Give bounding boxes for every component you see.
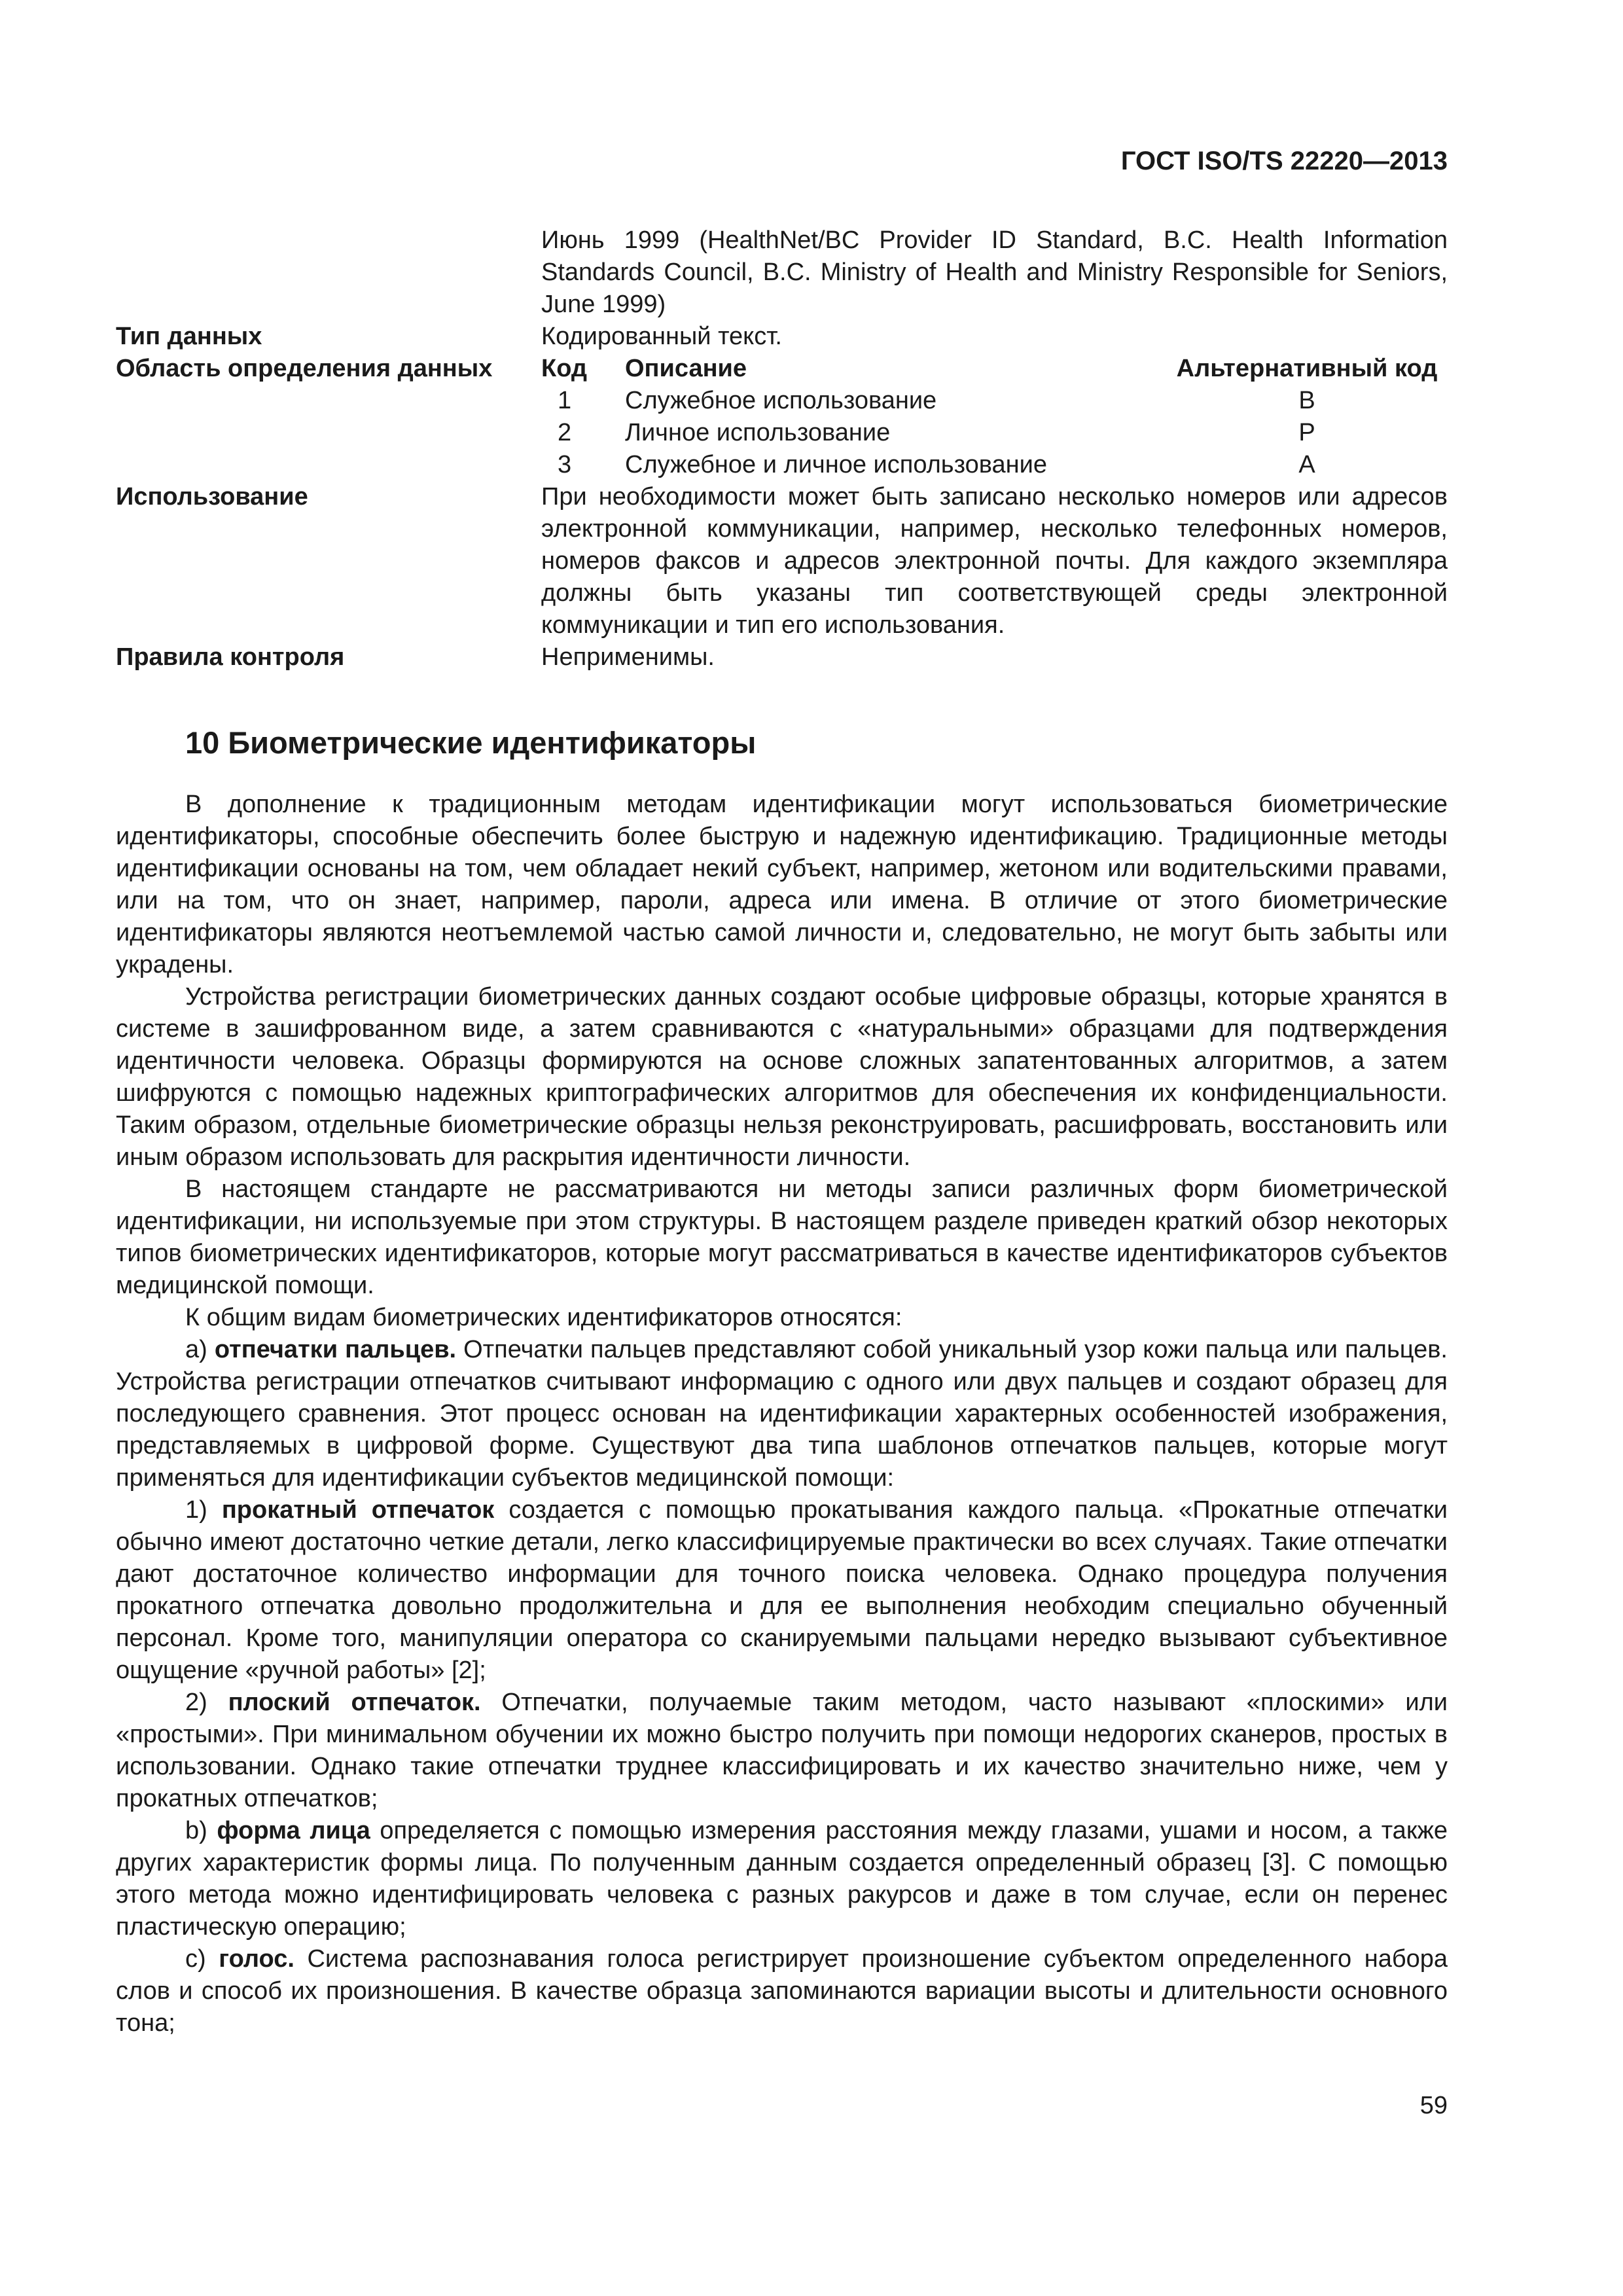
column-header: Описание <box>625 355 747 382</box>
definition-source-row <box>116 224 1448 321</box>
definition-data-type-row <box>116 321 1448 353</box>
definition-usage-row <box>116 481 1448 641</box>
list-item-2: 2) плоский отпечаток. Отпечатки, получаемые таким методом, часто называют «плоскими» или «простыми». При минимальном обучении их можно быстро получить при помощи недорогих сканеров, простых в использовании. Однако такие отпечатки труднее классифицировать и их качество значительно ниже, чем у прокатных отпечатков; <box>116 1689 1448 1812</box>
term-emphasis: прокатный отпечаток <box>221 1496 495 1524</box>
table-row: 1 Служебное использование B <box>558 387 1315 414</box>
table-row: 3 Служебное и личное использование A <box>558 451 1315 478</box>
term-value: При необходимости может быть записано несколько номеров или адресов электронной коммуникации, например, несколько телефонных номеров, номеров факсов и адресов электронной почты. Для каждого экземпляра должны быть указаны тип соответствующей среды электронной коммуникации и тип его использования. <box>541 483 1448 639</box>
definition-rules-row <box>116 641 1448 673</box>
column-header: Код <box>541 355 588 382</box>
term-label: Тип данных <box>116 323 262 350</box>
code-table <box>541 353 1448 481</box>
document-header: ГОСТ ISO/TS 22220—2013 <box>1120 147 1448 175</box>
section-heading: 10 Биометрические идентификаторы <box>185 725 757 760</box>
paragraph: Устройства регистрации биометрических данных создают особые цифровые образцы, которые хранятся в системе в зашифрованном виде, а затем сравниваются с «натуральными» образцами для подтверждения идентичности человека. Образцы формируются на основе сложных запатентованных алгоритмов, а затем шифруются с помощью надежных криптографических алгоритмов для обеспечения их конфиденциальности. Таким образом, отдельные биометрические образцы нельзя реконструировать, расшифровать, восстановить или иным образом использовать для раскрытия идентичности личности. <box>116 983 1448 1171</box>
term-emphasis: форма лица <box>217 1817 370 1844</box>
column-header: Альтернативный код <box>1176 355 1438 382</box>
definition-block <box>116 224 1448 673</box>
term-label: Использование <box>116 483 308 511</box>
list-item-a: a) отпечатки пальцев. Отпечатки пальцев представляют собой уникальный узор кожи пальца или пальцев. Устройства регистрации отпечатков считывают информацию с одного или двух пальцев и создают образец для последующего сравнения. Этот процесс основан на идентификации характерных особенностей изображения, представляемых в цифровой форме. Существуют два типа шаблонов отпечатков пальцев, которые могут применяться для идентификации субъектов медицинской помощи: <box>116 1336 1448 1492</box>
paragraph: В дополнение к традиционным методам идентификации могут использоваться биометрические идентификаторы, способные обеспечить более быструю и надежную идентификацию. Традиционные методы идентификации основаны на том, чем обладает некий субъект, например, жетоном или водительскими правами, или на том, что он знает, например, пароли, адреса или имена. В отличие от этого биометрические идентификаторы являются неотъемлемой частью самой личности и, следовательно, не могут быть забыты или украдены. <box>116 791 1448 978</box>
body-text <box>116 789 1448 2039</box>
term-value: Кодированный текст. <box>541 323 782 350</box>
list-item-b: b) форма лица определяется с помощью измерения расстояния между глазами, ушами и носом, а также других характеристик формы лица. По полученным данным создается определенный образец [3]. С помощью этого метода можно идентифицировать человека с разных ракурсов и даже в том случае, если он перенес пластическую операцию; <box>116 1817 1448 1941</box>
term-value: Неприменимы. <box>541 643 715 671</box>
paragraph: В настоящем стандарте не рассматриваются ни методы записи различных форм биометрической идентификации, ни используемые при этом структуры. В настоящем разделе приведен краткий обзор некоторых типов биометрических идентификаторов, которые могут рассматриваться в качестве идентификаторов субъектов медицинской помощи. <box>116 1175 1448 1299</box>
term-label: Область определения данных <box>116 355 493 382</box>
term-label: Правила контроля <box>116 643 345 671</box>
list-item-c: c) голос. Система распознавания голоса регистрирует произношение субъектом определенного набора слов и способ их произношения. В качестве образца запоминаются вариации высоты и длительности основного тона; <box>116 1945 1448 2037</box>
source-text: Июнь 1999 (HealthNet/BC Provider ID Standard, B.C. Health Information Standards Council, B.C. Ministry of Health and Ministry Responsible for Seniors, June 1999) <box>541 226 1448 318</box>
code-table-header <box>541 353 1448 385</box>
list-item-1: 1) прокатный отпечаток создается с помощью прокатывания каждого пальца. «Прокатные отпечатки обычно имеют достаточно четкие детали, легко классифицируемые практически во всех случаях. Такие отпечатки дают достаточное количество информации для точного поиска человека. Однако процедура получения прокатного отпечатка довольно продолжительна и для ее выполнения необходим специально обученный персонал. Кроме того, манипуляции оператора со сканируемыми пальцами нередко вызывают субъективное ощущение «ручной работы» [2]; <box>116 1496 1448 1684</box>
definition-domain-row <box>116 353 1448 481</box>
term-emphasis: голос. <box>219 1945 294 1973</box>
table-row: 2 Личное использование P <box>558 419 1315 446</box>
page-number: 59 <box>1419 2092 1448 2119</box>
term-emphasis: плоский отпечаток. <box>228 1689 481 1716</box>
term-emphasis: отпечатки пальцев. <box>214 1336 457 1363</box>
paragraph: К общим видам биометрических идентификаторов относятся: <box>185 1304 902 1331</box>
